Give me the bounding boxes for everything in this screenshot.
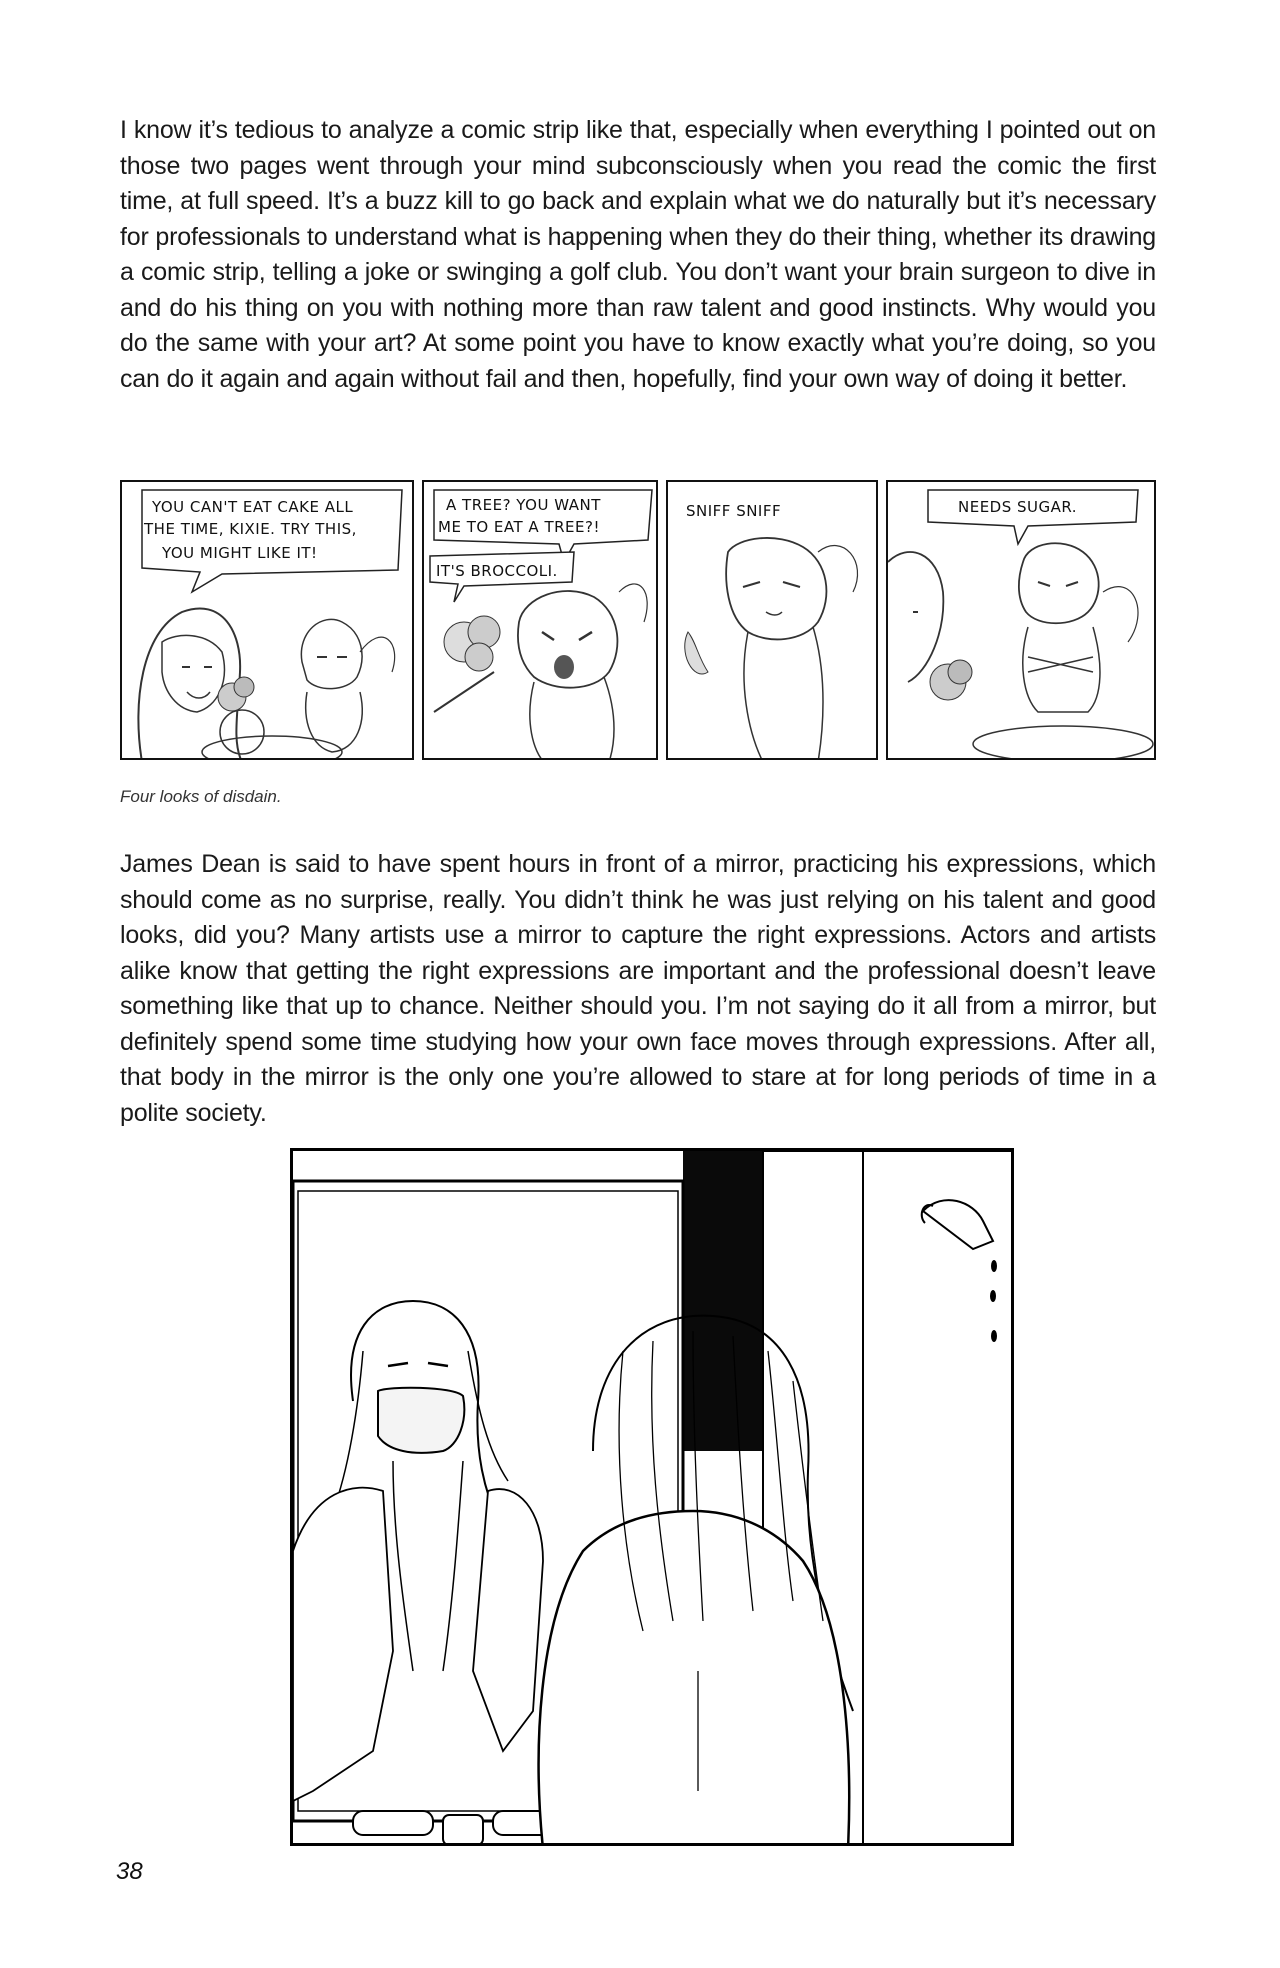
panel1-line3: YOU MIGHT LIKE IT!	[162, 544, 318, 562]
panel1-line1: YOU CAN'T EAT CAKE ALL	[152, 498, 354, 516]
panel2-line2: ME TO EAT A TREE?!	[438, 518, 600, 536]
panel3-line1: SNIFF SNIFF	[686, 502, 782, 520]
comic-panel-4	[886, 480, 1156, 760]
mirror-illustration-art	[293, 1151, 1014, 1846]
panel2-line1: A TREE? YOU WANT	[446, 496, 601, 514]
figure-caption: Four looks of disdain.	[120, 787, 282, 806]
comic-panel-1	[120, 480, 414, 760]
page-number: 38	[116, 1858, 143, 1885]
comic-panel-3-art	[668, 482, 878, 760]
comic-panel-2	[422, 480, 658, 760]
panel2-line3: IT'S BROCCOLI.	[436, 562, 558, 580]
comic-panel-1-art	[122, 482, 414, 760]
comic-strip	[120, 470, 1156, 782]
panel4-line1: NEEDS SUGAR.	[958, 498, 1078, 516]
mirror-illustration	[290, 1148, 1014, 1846]
comic-panel-3	[666, 480, 878, 760]
comic-panel-2-art	[424, 482, 658, 760]
body-paragraph-intro: I know it’s tedious to analyze a comic strip like that, especially when everything I pointed out on those two pages went through your mind subconsciously when you read the comic the first time, at full speed. It’s a buzz kill to go back and explain what we do naturally but it’s necessary for professionals to understand what is happening when they do their thing, whether its drawing a comic strip, telling a joke or swinging a golf club. You don’t want your brain surgeon to dive in and do his thing on you with nothing more than raw talent and good instincts. Why would you do the same with your art? At some point you have to know exactly what you’re doing, so you can do it again and again without fail and then, hopefully, find your own way of doing it better.	[120, 116, 1156, 393]
panel1-line2: THE TIME, KIXIE. TRY THIS,	[144, 520, 357, 538]
body-paragraph-mirror: James Dean is said to have spent hours in front of a mirror, practicing his expressions, which should come as no surprise, really. You didn’t think he was just relying on his talent and good looks, did you? Many artists use a mirror to capture the right expressions. Actors and artists alike know that getting the right expressions are important and the professional doesn’t leave something like that up to chance. Neither should you. I’m not saying do it all from a mirror, but definitely spend some time studying how your own face moves through expressions. After all, that body in the mirror is the only one you’re allowed to stare at for long periods of time in a polite society.	[120, 850, 1156, 1127]
comic-panel-4-art	[888, 482, 1156, 760]
